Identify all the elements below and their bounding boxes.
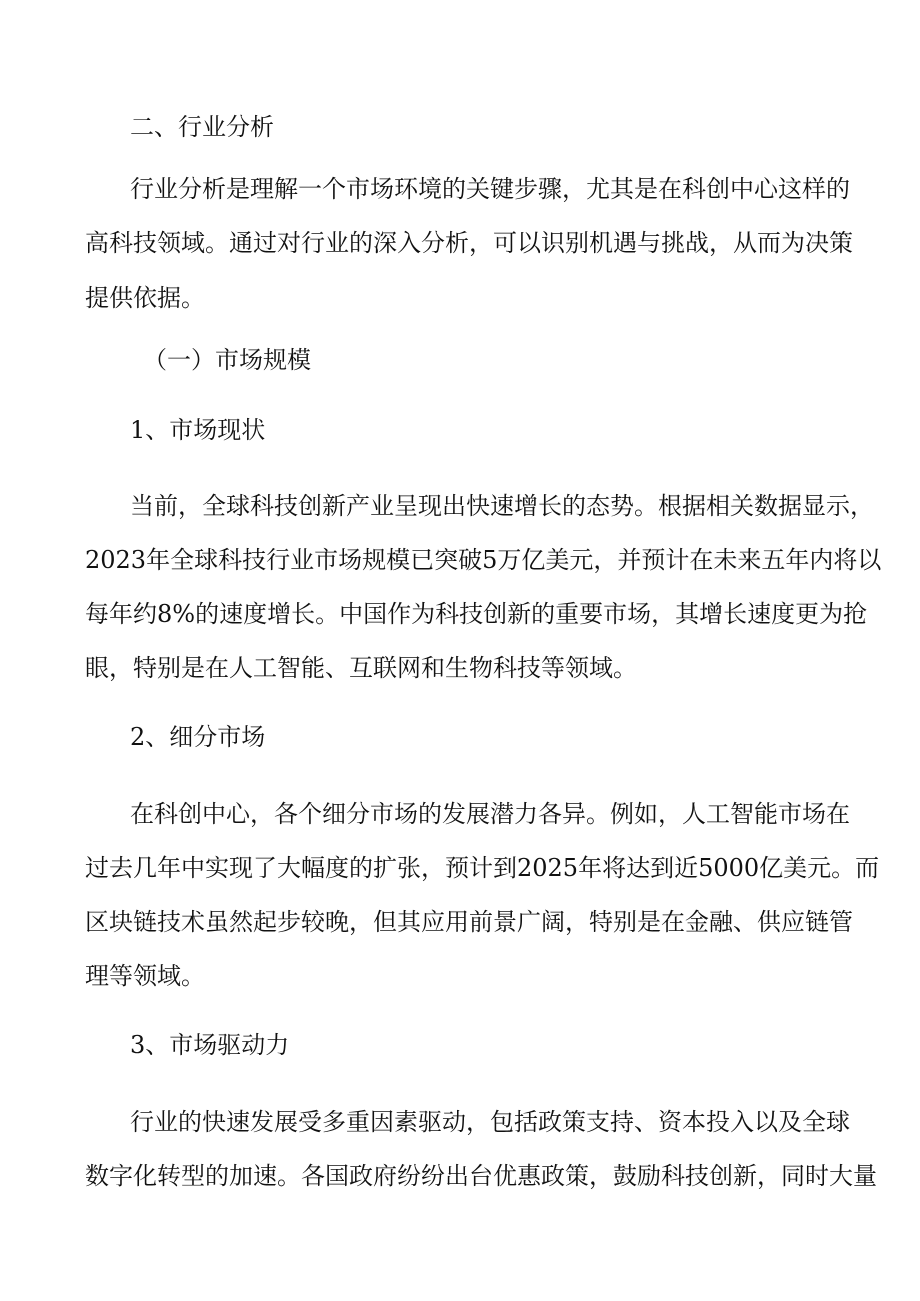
paragraph-line: 在 科 创 中 心 ， 各 个 细 分 市 场 的 发 展 潜 力 各 异 。 例 如 ， 人 工 智 能 市 场 在 — [130, 800, 850, 828]
paragraph-line: 数 字 化 转 型 的 加 速 。 各 国 政 府 纷 纷 出 台 优 惠 政 策 ， 鼓 励 科 技 创 新 ， 同 时 大 量 — [85, 1162, 877, 1190]
paragraph-line: 每 年 约 8% 的 速 度 增 长 。 中 国 作 为 科 技 创 新 的 重 要 市 场 ， 其 增 长 速 度 更 为 抢 — [85, 600, 868, 628]
paragraph-line: 提供依据。 — [85, 284, 205, 312]
item-heading: 3、市场驱动力 — [130, 1031, 290, 1059]
paragraph-line: 行 业 分 析 是 理 解 一 个 市 场 环 境 的 关 键 步 骤 ， 尤 其 是 在 科 创 中 心 这 样 的 — [130, 175, 850, 203]
paragraph-line: 理等领域。 — [85, 962, 205, 990]
item-heading: 1、市场现状 — [130, 416, 266, 444]
paragraph-line: 眼，特别是在人工智能、互联网和生物科技等领域。 — [85, 654, 637, 682]
subsection-heading: （一）市场规模 — [143, 346, 311, 374]
section-heading: 二、行业分析 — [130, 113, 274, 141]
paragraph-line: 2023 年 全 球 科 技 行 业 市 场 规 模 已 突 破 5 万 亿 美 元 ， 并 预 计 在 未 来 五 年 内 将 以 — [85, 546, 882, 574]
paragraph-line: 区 块 链 技 术 虽 然 起 步 较 晚 ， 但 其 应 用 前 景 广 阔 ， 特 别 是 在 金 融 、 供 应 链 管 — [85, 908, 853, 936]
paragraph-line: 当 前 ， 全 球 科 技 创 新 产 业 呈 现 出 快 速 增 长 的 态 势 。 根 据 相 关 数 据 显 示 ， — [130, 492, 874, 520]
item-heading: 2、细分市场 — [130, 723, 266, 751]
paragraph-line: 过 去 几 年 中 实 现 了 大 幅 度 的 扩 张 ， 预 计 到 2025 年 将 达 到 近 5000 亿 美 元 。 而 — [85, 854, 880, 882]
paragraph-line: 行 业 的 快 速 发 展 受 多 重 因 素 驱 动 ， 包 括 政 策 支 持 、 资 本 投 入 以 及 全 球 — [130, 1108, 850, 1136]
paragraph-line: 高 科 技 领 域 。 通 过 对 行 业 的 深 入 分 析 ， 可 以 识 别 机 遇 与 挑 战 ， 从 而 为 决 策 — [85, 229, 853, 257]
